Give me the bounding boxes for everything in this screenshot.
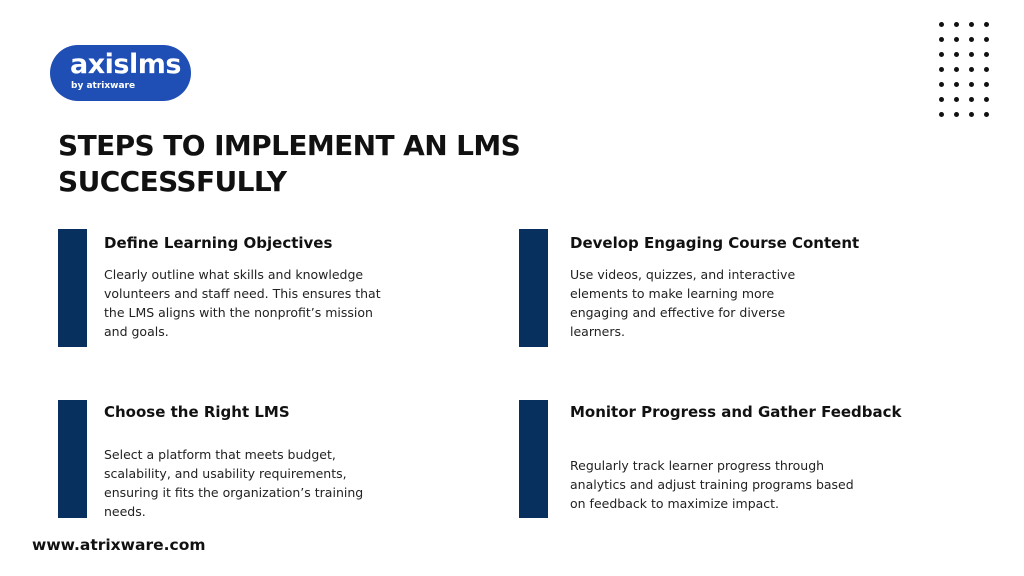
decorative-dot [969,97,974,102]
decorative-dot [984,37,989,42]
step-4-title: Monitor Progress and Gather Feedback [570,403,902,421]
decorative-dot [939,97,944,102]
page-title: STEPS TO IMPLEMENT AN LMS SUCCESSFULLY [58,129,521,198]
decorative-dot [939,22,944,27]
step-3-accent-bar [58,400,87,518]
step-3-description: Select a platform that meets budget, scalability, and usability requirements, ensuring it fits the organization’s training needs. [104,447,364,519]
step-4-accent-bar [519,400,548,518]
decorative-dot [969,22,974,27]
decorative-dot [969,112,974,117]
step-1-description: Clearly outline what skills and knowledge volunteers and staff need. This ensures that the LMS aligns with the nonprofit’s mission and goals. [104,267,381,339]
decorative-dot [984,52,989,57]
decorative-dot [939,112,944,117]
decorative-dot [954,22,959,27]
decorative-dot [984,97,989,102]
step-3-title: Choose the Right LMS [104,403,290,421]
logo-byline: by atrixware [71,81,136,91]
decorative-dot-grid [939,22,999,122]
logo-name: axislms [70,49,181,80]
step-2-title: Develop Engaging Course Content [570,234,860,252]
step-4-description: Regularly track learner progress through analytics and adjust training programs based on feedback to maximize impact. [570,458,854,511]
decorative-dot [969,82,974,87]
step-1-title: Define Learning Objectives [104,234,333,252]
decorative-dot [984,22,989,27]
decorative-dot [954,52,959,57]
decorative-dot [984,82,989,87]
decorative-dot [939,52,944,57]
decorative-dot [939,82,944,87]
axislms-logo [50,45,191,101]
decorative-dot [939,67,944,72]
decorative-dot [984,112,989,117]
decorative-dot [954,97,959,102]
step-2-accent-bar [519,229,548,347]
decorative-dot [969,67,974,72]
decorative-dot [984,67,989,72]
decorative-dot [969,37,974,42]
website-url: www.atrixware.com [32,536,206,554]
decorative-dot [954,37,959,42]
step-1-accent-bar [58,229,87,347]
decorative-dot [939,37,944,42]
step-2-description: Use videos, quizzes, and interactive elements to make learning more engaging and effective for diverse learners. [570,267,796,339]
decorative-dot [954,67,959,72]
decorative-dot [954,112,959,117]
decorative-dot [969,52,974,57]
decorative-dot [954,82,959,87]
